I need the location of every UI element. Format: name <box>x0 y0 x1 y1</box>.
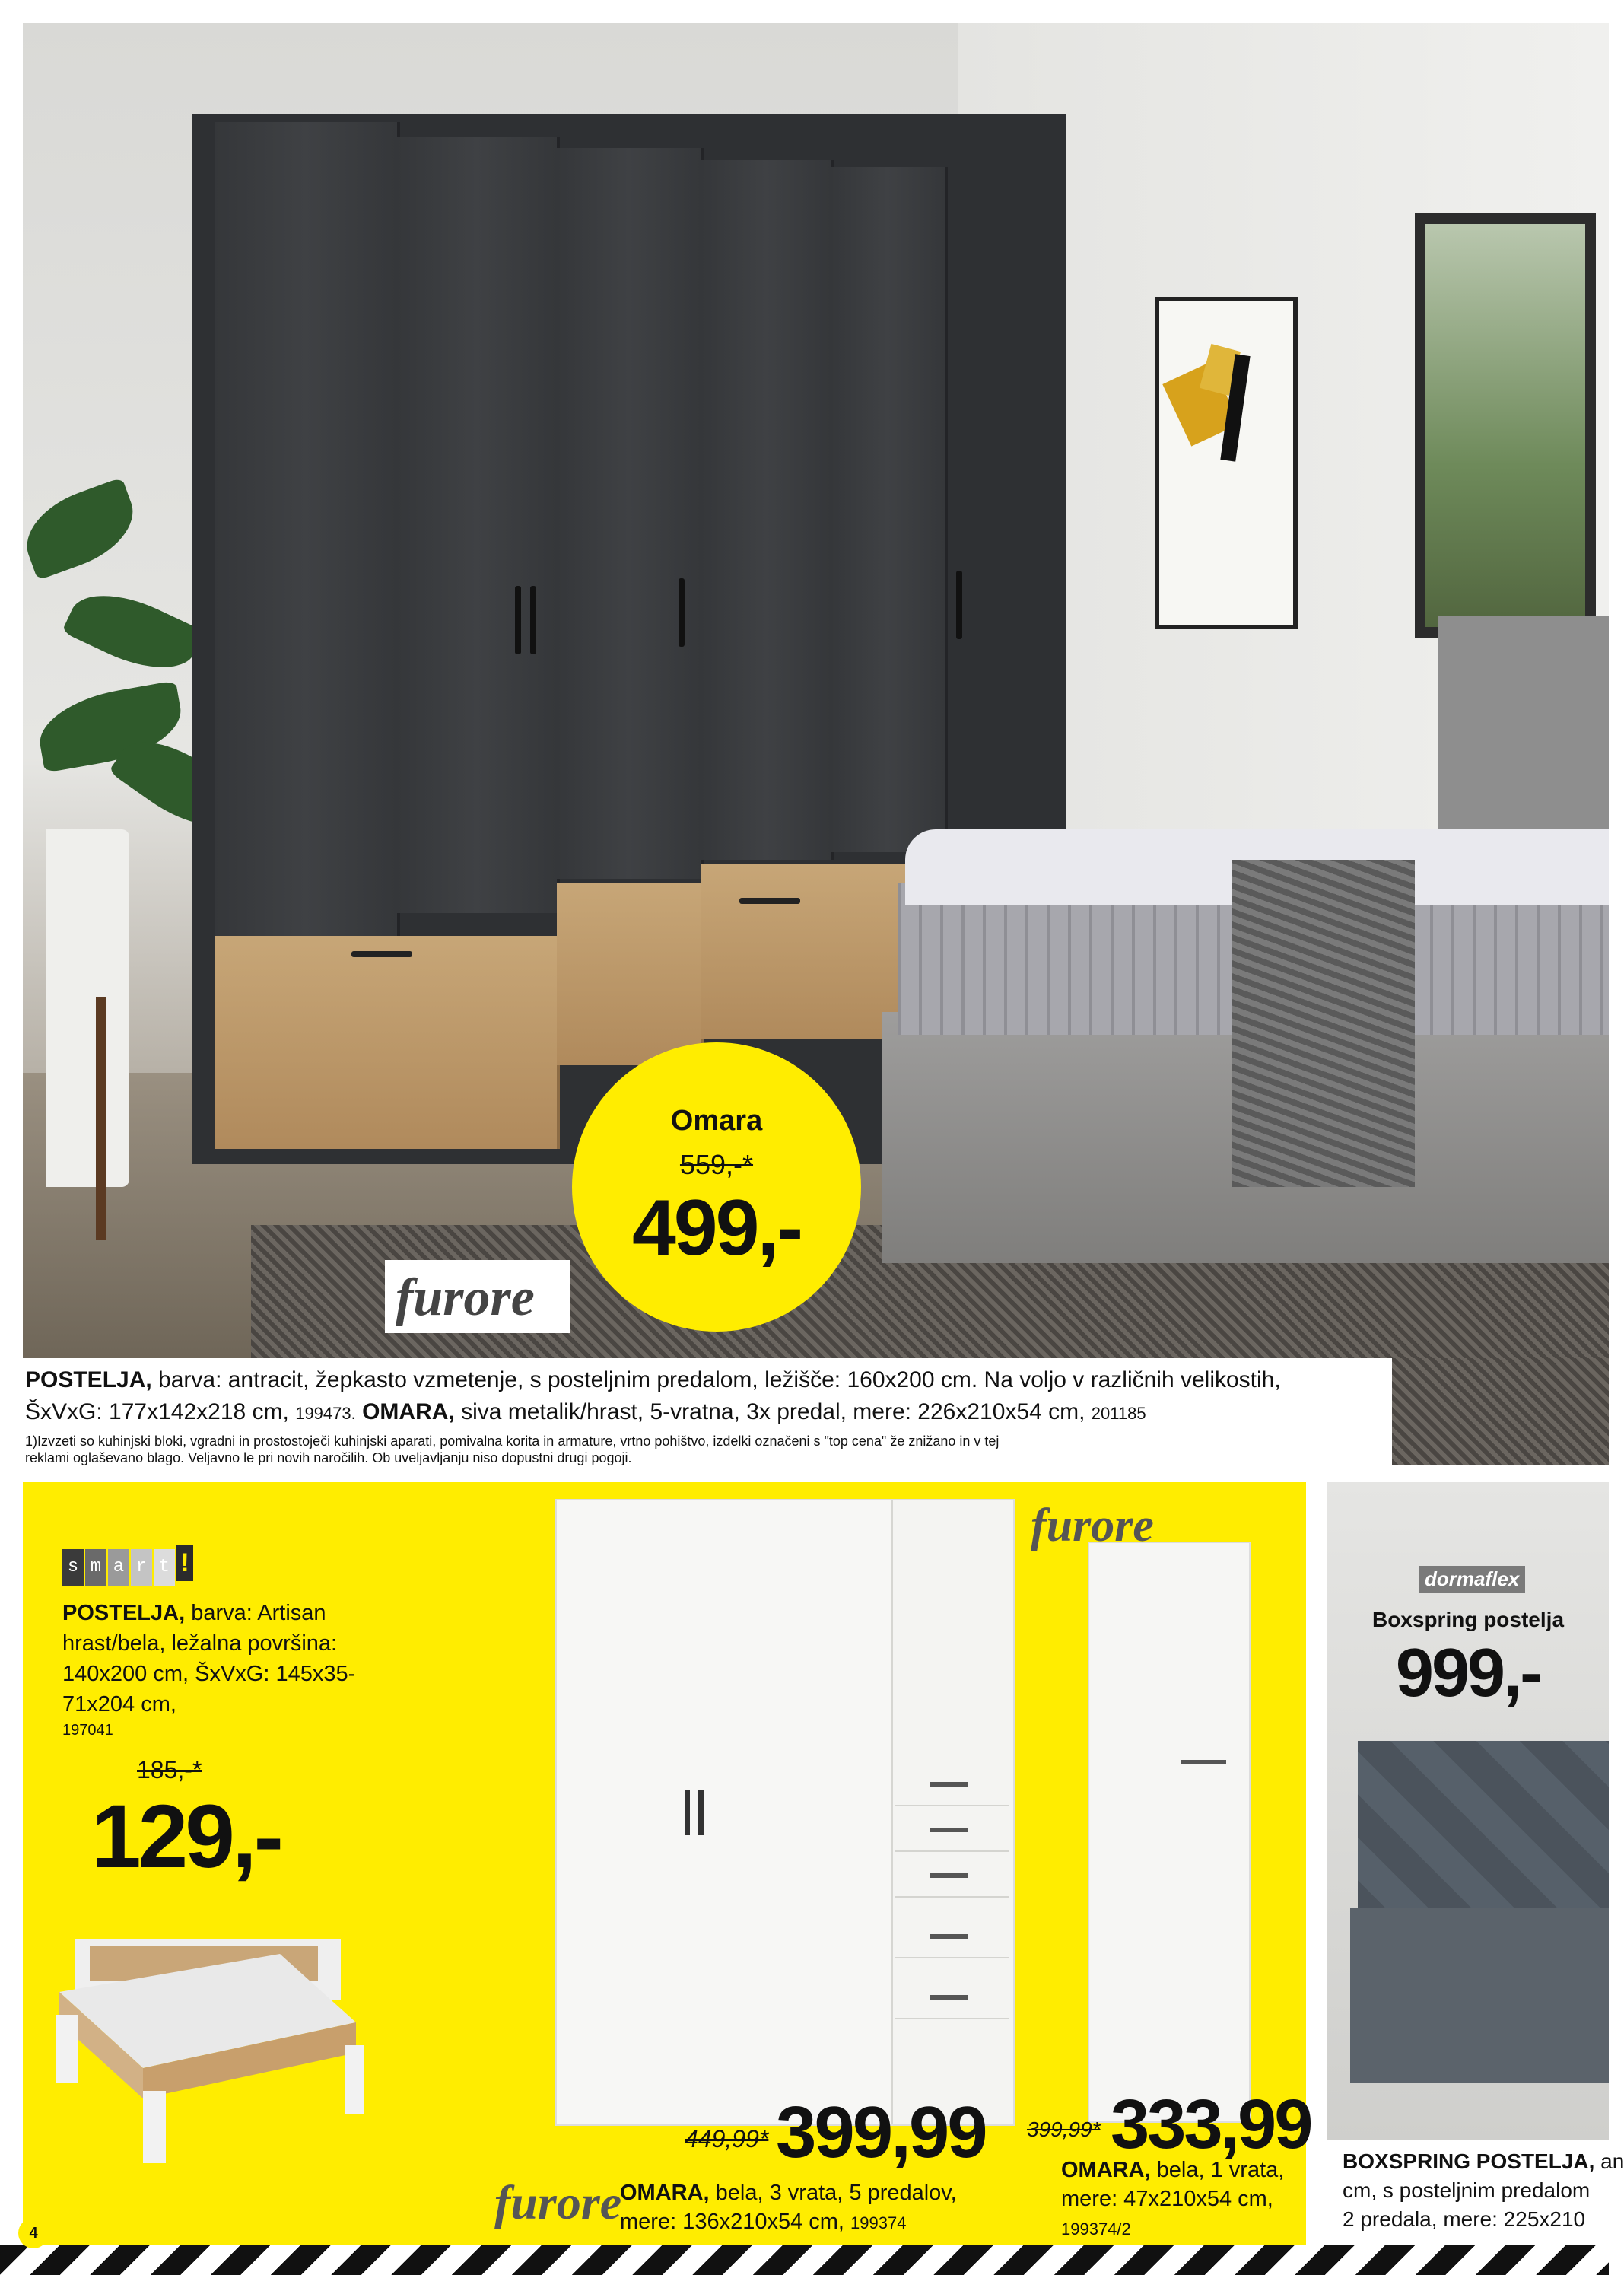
smart-logo: s m a r t ! <box>62 1545 193 1581</box>
bed-frame-image <box>52 1908 371 2167</box>
page-number: 4 <box>18 2218 49 2248</box>
door-handle <box>679 578 685 647</box>
yellow-offer-panel <box>23 1482 1311 2254</box>
door-handle <box>1181 1760 1226 1764</box>
footer-stripes <box>0 2245 1609 2275</box>
boxspring-caption: BOXSPRING POSTELJA, an cm, s posteljnim predalom 2 predala, mere: 225x210 <box>1343 2149 1624 2231</box>
bed-new-price: 129,- <box>91 1787 281 1887</box>
hero-photo <box>23 23 1609 1358</box>
boxspring-panel <box>1327 1482 1609 2140</box>
bed-headboard <box>1438 616 1609 860</box>
drawer-handle <box>930 1828 968 1832</box>
old-price: 559,-* <box>679 1149 754 1180</box>
caption-line-1: POSTELJA, barva: antracit, žepkasto vzmetenje, s posteljnim predalom, ležišče: 160x200 cm. Na voljo v različnih velikostih, <box>25 1367 1281 1392</box>
footnote-line-1: 1)Izvzeti so kuhinjski bloki, vgradni in prostostoječi kuhinjski aparati, pomivalna korita in armature, vrtno pohištvo, izdelki označeni s "top cena" že znižano in v tej <box>25 1433 1000 1449</box>
drawer-handle <box>739 898 800 904</box>
door-handle <box>515 586 521 654</box>
wardrobe1-description: OMARA, bela, 1 vrata, mere: 47x210x54 cm, 199374/2 <box>1061 2158 1285 2238</box>
new-price: 499,- <box>631 1184 802 1272</box>
door-handle <box>956 571 962 639</box>
drawer-handle <box>351 951 412 957</box>
wardrobe3-old-price: 449,99* <box>685 2125 769 2152</box>
footnote-line-2: reklami oglaševano blago. Veljavno le pri novih naročilih. Ob uveljavljanju niso dopustni drugi pogoji. <box>25 1450 632 1465</box>
plant-stand <box>96 997 106 1240</box>
furore-logo: furore <box>385 1260 570 1333</box>
wardrobe-white-1door <box>1088 1542 1251 2123</box>
price-circle-label: Omara <box>670 1105 763 1137</box>
bed-old-price: 185,-* <box>137 1756 202 1783</box>
throw-blanket <box>1232 860 1415 1187</box>
boxspring-price: 999,- <box>1395 1635 1541 1711</box>
boxspring-bed <box>1350 1908 1609 2083</box>
wall-painting <box>1155 297 1298 629</box>
plant-pot <box>46 829 129 1187</box>
boxspring-title: Boxspring postelja <box>1371 1608 1565 1631</box>
drawer-handle <box>930 1873 968 1878</box>
furore-logo: furore <box>1031 1500 1154 1551</box>
plant-leaf <box>62 577 205 686</box>
boxspring-headboard <box>1358 1741 1609 1923</box>
rug-edge <box>1392 1358 1609 1465</box>
wardrobe3-new-price: 399,99 <box>776 2092 986 2173</box>
caption-line-2: ŠxVxG: 177x142x218 cm, 199473. OMARA, siva metalik/hrast, 5-vratna, 3x predal, mere: 226x210x54 cm, 201185 <box>25 1399 1146 1424</box>
door-handle <box>698 1790 704 1835</box>
wardrobe1-new-price: 333,99 <box>1111 2086 1311 2163</box>
wardrobe3-description: OMARA, bela, 3 vrata, 5 predalov, mere: 136x210x54 cm, 199374 <box>620 2181 957 2234</box>
door-handle <box>685 1790 690 1835</box>
drawer-handle <box>930 1782 968 1787</box>
plant-leaf <box>14 477 145 581</box>
price-circle <box>572 1042 861 1332</box>
hero-caption <box>23 1358 1392 1472</box>
door-handle <box>530 586 536 654</box>
bed-description: POSTELJA, barva: Artisan hrast/bela, ležalna površina: 140x200 cm, ŠxVxG: 145x35-71x204 cm, <box>62 1601 356 1717</box>
bed-code: 197041 <box>62 1722 113 1739</box>
wardrobe1-old-price: 399,99* <box>1027 2118 1101 2141</box>
wardrobe-white-3door <box>555 1499 1015 2126</box>
drawer-handle <box>930 1934 968 1939</box>
window <box>1415 213 1596 638</box>
drawer-handle <box>930 1995 968 2000</box>
furore-logo: furore <box>494 2175 622 2229</box>
dormaflex-logo: dormaflex <box>1419 1566 1525 1592</box>
